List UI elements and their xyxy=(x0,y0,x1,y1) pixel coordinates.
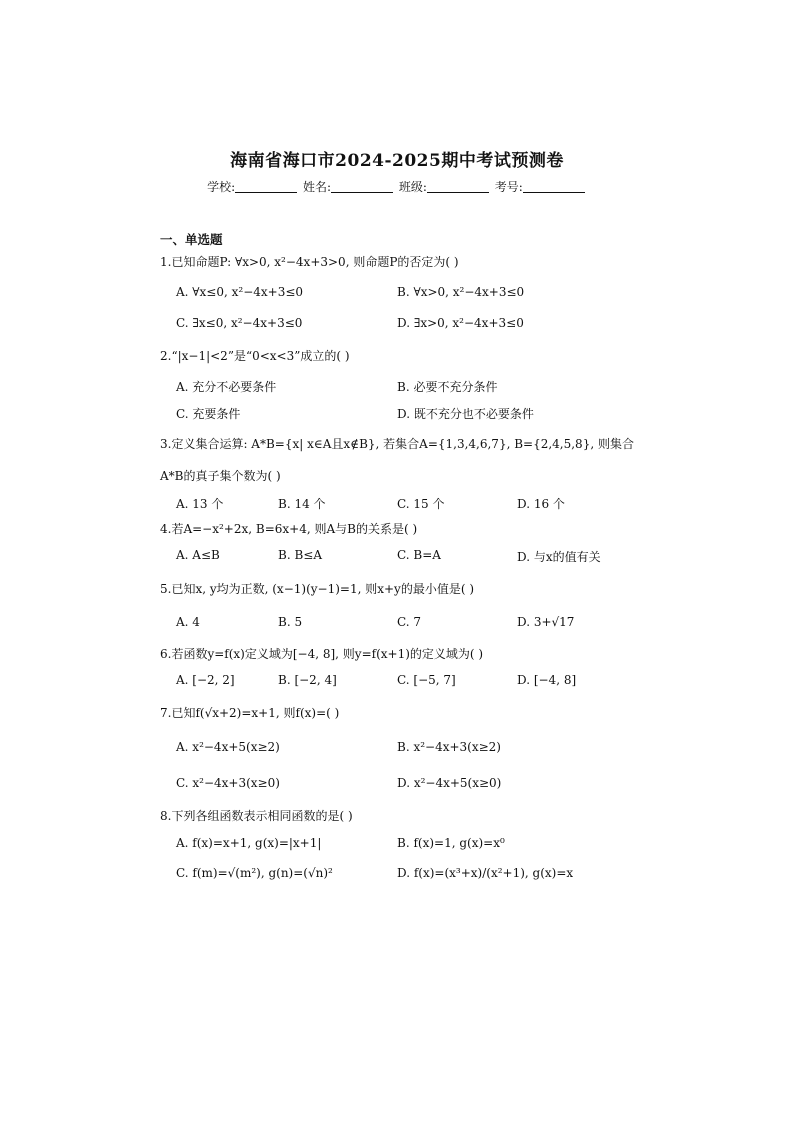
question-4-option-a[interactable]: A. A≤B xyxy=(176,548,220,562)
question-8-option-a[interactable]: A. f(x)=x+1, g(x)=|x+1| xyxy=(176,836,322,850)
school-label: 学校: xyxy=(207,180,236,194)
question-5-option-d[interactable]: D. 3+√17 xyxy=(517,615,575,629)
question-8-option-d[interactable]: D. f(x)=(x³+x)/(x²+1), g(x)=x xyxy=(397,866,574,880)
section-title: 一、单选题 xyxy=(160,232,223,247)
question-4-stem: 4.若A=−x²+2x, B=6x+4, 则A与B的关系是( ) xyxy=(160,522,418,536)
question-1-option-c[interactable]: C. ∃x≤0, x²−4x+3≤0 xyxy=(176,316,303,330)
question-2-option-d[interactable]: D. 既不充分也不必要条件 xyxy=(397,407,534,421)
class-label: 班级: xyxy=(398,180,427,194)
question-7-option-c[interactable]: C. x²−4x+3(x≥0) xyxy=(176,776,280,790)
question-2-option-a[interactable]: A. 充分不必要条件 xyxy=(176,380,277,394)
question-3-stem-continued: A*B的真子集个数为( ) xyxy=(160,469,281,483)
question-1-stem: 1.已知命题P: ∀x>0, x²−4x+3>0, 则命题P的否定为( ) xyxy=(160,255,459,269)
question-7-option-a[interactable]: A. x²−4x+5(x≥2) xyxy=(176,740,280,754)
question-8-option-b[interactable]: B. f(x)=1, g(x)=x⁰ xyxy=(397,836,505,850)
exam-title: 海南省海口市2024-2025期中考试预测卷 xyxy=(230,151,564,171)
question-5-option-a[interactable]: A. 4 xyxy=(176,615,200,629)
question-3-option-b[interactable]: B. 14 个 xyxy=(278,497,326,511)
question-5-option-c[interactable]: C. 7 xyxy=(397,615,422,629)
question-3-option-c[interactable]: C. 15 个 xyxy=(397,497,445,511)
question-2-stem: 2.“|x−1|<2”是“0<x<3”成立的( ) xyxy=(160,349,350,363)
class-blank[interactable] xyxy=(427,180,489,193)
question-2-option-c[interactable]: C. 充要条件 xyxy=(176,407,241,421)
exam-no-blank[interactable] xyxy=(523,180,585,193)
question-3-option-a[interactable]: A. 13 个 xyxy=(176,497,224,511)
question-8-option-c[interactable]: C. f(m)=√(m²), g(n)=(√n)² xyxy=(176,866,333,880)
question-1-option-a[interactable]: A. ∀x≤0, x²−4x+3≤0 xyxy=(176,285,304,299)
question-5-stem: 5.已知x, y均为正数, (x−1)(y−1)=1, 则x+y的最小值是( ) xyxy=(160,582,475,596)
question-5-option-b[interactable]: B. 5 xyxy=(278,615,303,629)
question-8-stem: 8.下列各组函数表示相同函数的是( ) xyxy=(160,809,353,823)
question-1-option-b[interactable]: B. ∀x>0, x²−4x+3≤0 xyxy=(397,285,525,299)
question-7-option-d[interactable]: D. x²−4x+5(x≥0) xyxy=(397,776,502,790)
question-3-stem: 3.定义集合运算: A*B={x| x∈A且x∉B}, 若集合A={1,3,4,6,7}, B={2,4,5,8}, 则集合 xyxy=(160,437,634,451)
question-2-option-b[interactable]: B. 必要不充分条件 xyxy=(397,380,498,394)
question-6-option-c[interactable]: C. [−5, 7] xyxy=(397,673,456,687)
question-1-option-d[interactable]: D. ∃x>0, x²−4x+3≤0 xyxy=(397,316,524,330)
question-4-option-d[interactable]: D. 与x的值有关 xyxy=(517,550,601,564)
question-6-option-a[interactable]: A. [−2, 2] xyxy=(176,673,235,687)
student-info-line xyxy=(0,178,794,195)
school-blank[interactable] xyxy=(235,180,297,193)
name-label: 姓名: xyxy=(303,180,332,194)
question-7-option-b[interactable]: B. x²−4x+3(x≥2) xyxy=(397,740,501,754)
name-blank[interactable] xyxy=(331,180,393,193)
exam-no-label: 考号: xyxy=(494,180,523,194)
question-3-option-d[interactable]: D. 16 个 xyxy=(517,497,565,511)
question-7-stem: 7.已知f(√x+2)=x+1, 则f(x)=( ) xyxy=(160,706,340,720)
question-4-option-b[interactable]: B. B≤A xyxy=(278,548,322,562)
question-4-option-c[interactable]: C. B=A xyxy=(397,548,441,562)
question-6-option-b[interactable]: B. [−2, 4] xyxy=(278,673,337,687)
question-6-option-d[interactable]: D. [−4, 8] xyxy=(517,673,577,687)
question-6-stem: 6.若函数y=f(x)定义域为[−4, 8], 则y=f(x+1)的定义域为( ) xyxy=(160,647,484,661)
